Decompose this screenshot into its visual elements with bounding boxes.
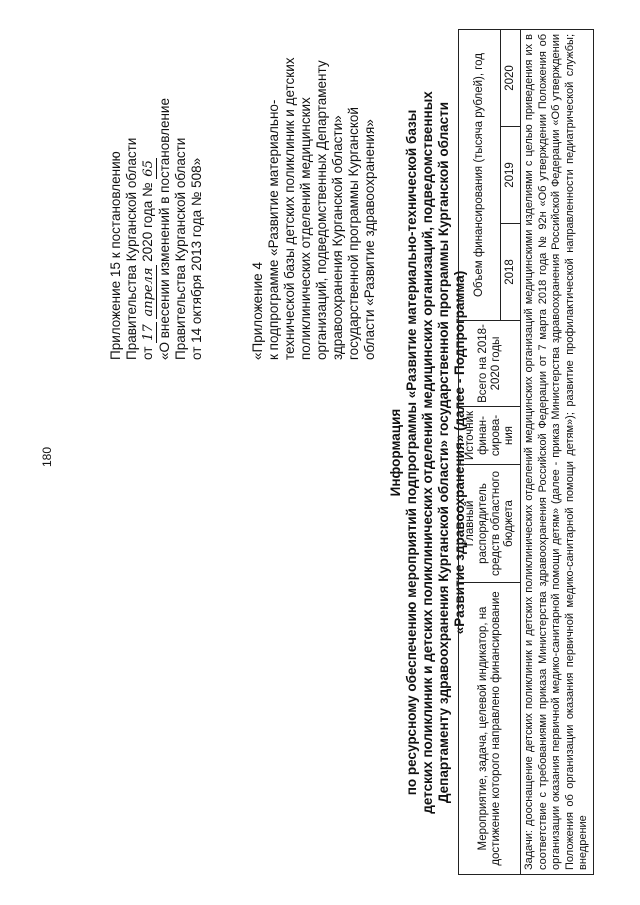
subprogram-line: технической базы детских поликлиник и детских	[282, 57, 297, 360]
appendix-header	[108, 40, 205, 360]
subprogram-line: государственной программы Курганской	[346, 107, 361, 360]
title-line: «Развитие здравоохранения» (далее - Подпрограмма)	[452, 270, 467, 635]
appendix-line: Правительства Курганской области	[173, 137, 188, 360]
title-heading: Информация	[388, 408, 403, 497]
date-prefix: от	[140, 346, 155, 360]
title-line: детских поликлиник и детских поликлинических отделений медицинских организаций, подведомственных	[420, 91, 435, 814]
appendix-line: Приложение 15 к постановлению	[108, 151, 123, 360]
date-month-handwritten: апреля	[141, 267, 156, 317]
header-year-2018: 2018	[501, 224, 521, 321]
subprogram-line: «Приложение 4	[250, 262, 265, 360]
header-measure: Мероприятие, задача, целевой индикатор, на достижение которого направлено финансирование	[459, 583, 521, 875]
subprogram-line: поликлинических отделений медицинских	[298, 97, 313, 360]
tasks-row: Задачи: дооснащение детских поликлиник и детских поликлинических отделений медицинских организаций медицинскими изделиями с целью приведения их в соответствие с требованиями приказа Министерства здравоохранения Российской Федерации от 7 марта 2018 года № 92н «Об утверждении Положения об организации оказания первичной медико-санитарной помощи детям» (далее - приказ Министерства здравоохранения Российской Федерации «Об утверждении Положения об организации оказания первичной медико-санитарной помощи детям»); развитие профилактической направленности педиатрической службы; внедрение	[521, 29, 594, 874]
header-year-2020: 2020	[501, 29, 521, 126]
header-volume: Объем финансирования (тысяча рублей), год	[459, 29, 501, 320]
header-source: Источник финан-сирова-ния	[459, 407, 521, 465]
financing-table	[458, 29, 594, 875]
header-year-2019: 2019	[501, 127, 521, 224]
subprogram-reference	[250, 30, 378, 360]
title-line: по ресурсному обеспечению мероприятий подпрограммы «Развитие материально-технической базы	[404, 109, 419, 796]
subprogram-line: здравоохранения Курганской области»	[330, 115, 345, 360]
appendix-line: Правительства Курганской области	[124, 137, 139, 360]
page-number: 180	[40, 446, 54, 467]
date-number-handwritten: 65	[141, 160, 156, 177]
subprogram-line: организаций, подведомственных Департаменту	[314, 60, 329, 360]
document-title	[388, 30, 468, 875]
appendix-line: от 14 октября 2013 года № 508»	[189, 157, 204, 360]
header-manager: Главный распорядитель средств областного бюджета	[459, 465, 521, 583]
title-line: Департаменту здравоохранения Курганской области» государственной программы Курганской области	[436, 101, 451, 804]
subprogram-line: к подпрограмме «Развитие материально-	[266, 99, 281, 360]
date-year: 2020 года №	[140, 182, 155, 262]
date-day-handwritten: 17	[141, 324, 156, 341]
appendix-line: «О внесении изменений в постановление	[157, 98, 172, 360]
header-total: Всего на 2018-2020 годы	[459, 321, 521, 407]
subprogram-line: области «Развитие здравоохранения»	[362, 119, 377, 360]
appendix-date-line	[140, 40, 157, 360]
